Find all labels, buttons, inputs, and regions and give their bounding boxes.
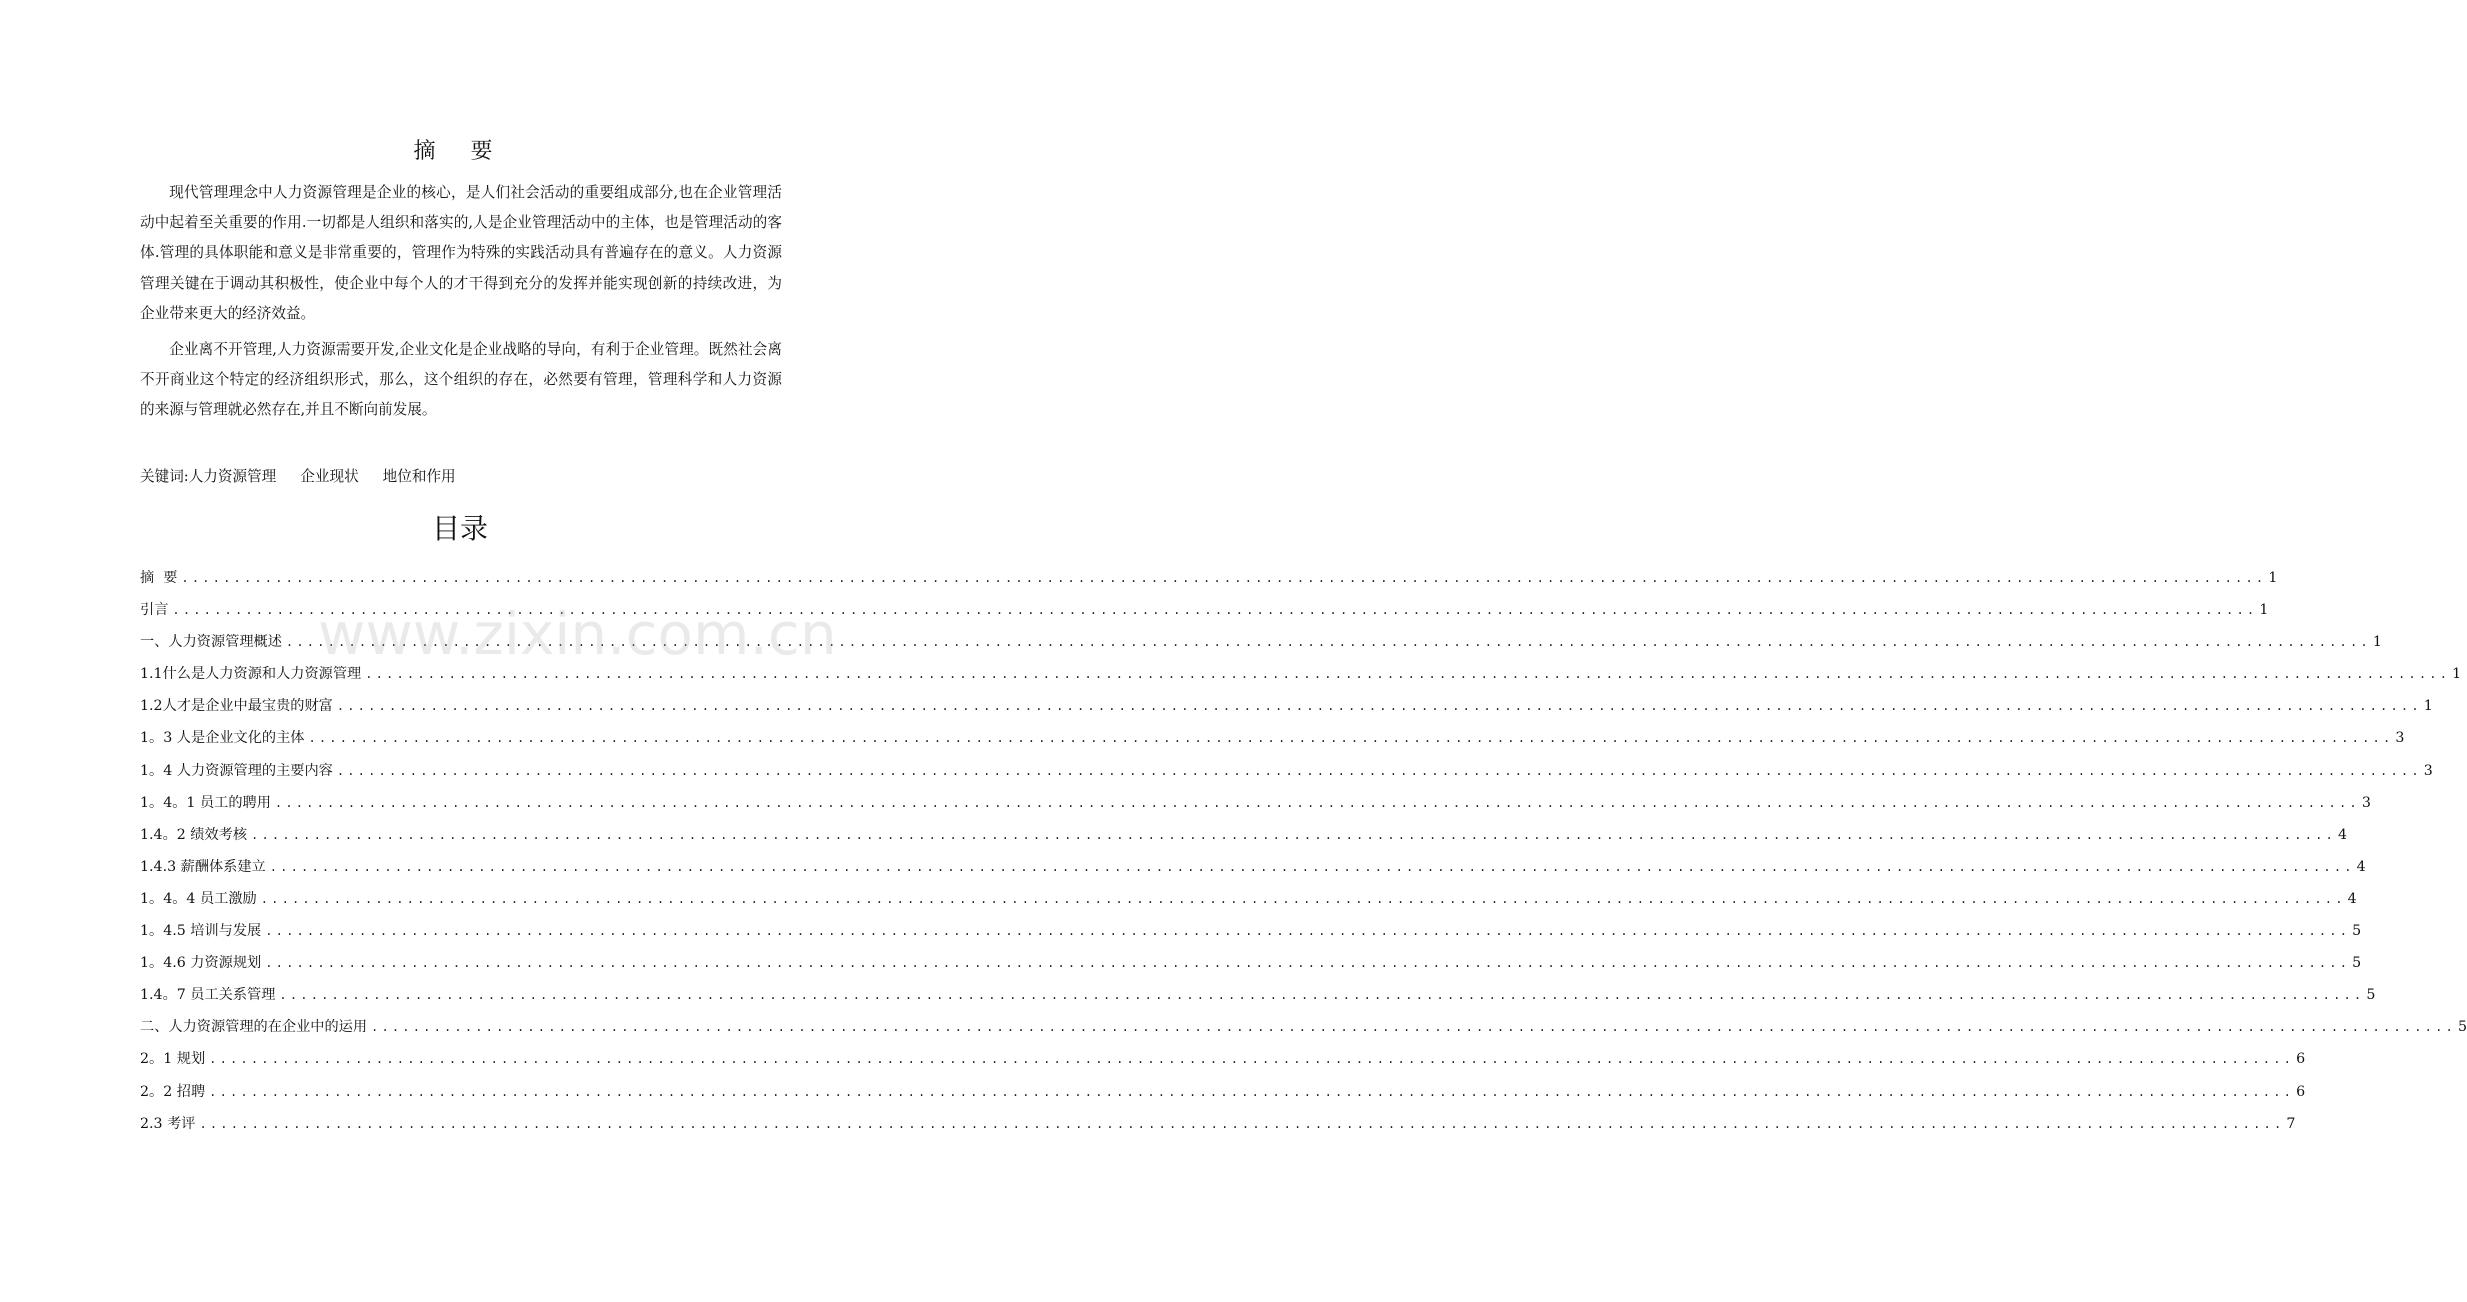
toc-entry-label: 1.2人才是企业中最宝贵的财富 bbox=[140, 698, 333, 715]
toc-entry-label: 2。1 规划 bbox=[140, 1051, 206, 1068]
toc-entry-page: 1 bbox=[2372, 634, 2382, 651]
toc-entry[interactable] bbox=[140, 690, 2433, 722]
toc-dot-leader: ........................................................................................................................................................................................................ bbox=[265, 956, 2351, 971]
toc-dot-leader: ........................................................................................................................................................................................................ bbox=[365, 667, 2451, 682]
toc-entry-page: 4 bbox=[2337, 826, 2347, 843]
toc-entry-label: 二、人力资源管理的在企业中的运用 bbox=[140, 1019, 368, 1036]
toc-dot-leader: ........................................................................................................................................................................................................ bbox=[308, 731, 2394, 746]
toc-dot-leader: ........................................................................................................................................................................................................ bbox=[199, 1116, 2285, 1131]
toc-entry-page: 5 bbox=[2457, 1019, 2467, 1036]
toc-entry-label: 1。4。1 员工的聘用 bbox=[140, 794, 271, 811]
toc-entry-page: 4 bbox=[2347, 890, 2357, 907]
toc-entry[interactable] bbox=[140, 1043, 2306, 1075]
toc-entry[interactable] bbox=[140, 658, 2462, 690]
toc-dot-leader: ........................................................................................................................................................................................................ bbox=[371, 1020, 2456, 1035]
toc-entry[interactable] bbox=[140, 722, 2405, 754]
toc-entry[interactable] bbox=[140, 1011, 2467, 1043]
toc-entry-page: 1 bbox=[2452, 666, 2462, 683]
toc-entry-label: 1.4.3 薪酬体系建立 bbox=[140, 858, 266, 875]
toc-dot-leader: ........................................................................................................................................................................................................ bbox=[269, 859, 2355, 874]
toc-dot-leader: ........................................................................................................................................................................................................ bbox=[181, 571, 2267, 585]
toc-dot-leader: ........................................................................................................................................................................................................ bbox=[209, 1052, 2295, 1067]
toc-entry-label: 1.1什么是人力资源和人力资源管理 bbox=[140, 666, 362, 683]
toc-entry[interactable] bbox=[140, 915, 2362, 947]
keyword: 地位和作用 bbox=[382, 468, 456, 485]
toc-dot-leader: ........................................................................................................................................................................................................ bbox=[285, 635, 2371, 650]
toc-dot-leader: ........................................................................................................................................................................................................ bbox=[336, 763, 2422, 778]
toc-entry[interactable] bbox=[140, 1076, 2306, 1108]
toc-entry-page: 1 bbox=[2259, 602, 2269, 619]
toc-entry[interactable] bbox=[140, 851, 2366, 883]
toc-dot-leader: ........................................................................................................................................................................................................ bbox=[279, 988, 2365, 1003]
toc-entry-label: 1。4。4 员工激励 bbox=[140, 890, 257, 907]
abstract-paragraph-1: 现代管理理念中人力资源管理是企业的核心，是人们社会活动的重要组成部分,也在企业管理活动中起着至关重要的作用.一切都是人组织和落实的,人是企业管理活动中的主体，也是管理活动的客体.管理的具体职能和意义是非常重要的，管理作为特殊的实践活动具有普遍存在的意义。人力资源管理关键在于调动其积极性，使企业中每个人的才干得到充分的发挥并能实现创新的持续改进，为企业带来更大的经济效益。 bbox=[140, 184, 782, 322]
toc-entry-page: 7 bbox=[2286, 1115, 2296, 1132]
toc-entry-page: 1 bbox=[2268, 570, 2278, 586]
toc-entry[interactable] bbox=[140, 787, 2371, 819]
abstract-body bbox=[140, 178, 782, 432]
abstract-title: 摘 要 bbox=[413, 139, 507, 164]
toc-dot-leader: ........................................................................................................................................................................................................ bbox=[172, 603, 2258, 618]
toc-entry[interactable] bbox=[140, 626, 2382, 658]
toc-entry-label: 1.4。7 员工关系管理 bbox=[140, 987, 276, 1004]
keyword: 人力资源管理 bbox=[188, 468, 277, 485]
toc-entry-page: 1 bbox=[2423, 698, 2433, 715]
abstract-paragraph-2: 企业离不开管理,人力资源需要开发,企业文化是企业战略的导向，有利于企业管理。既然社会离不开商业这个特定的经济组织形式，那么，这个组织的存在，必然要有管理，管理科学和人力资源的来源与管理就必然存在,并且不断向前发展。 bbox=[140, 341, 782, 419]
toc-entry-page: 5 bbox=[2352, 955, 2362, 972]
toc-entry-label: 摘 要 bbox=[140, 570, 178, 586]
watermark: www.zixin.com.cn bbox=[318, 600, 837, 668]
keywords-label: 关键词: bbox=[140, 468, 189, 485]
toc-entry[interactable] bbox=[140, 1108, 2296, 1140]
toc-entry-label: 引言 bbox=[140, 602, 169, 619]
toc-entry[interactable] bbox=[140, 594, 2269, 626]
toc-entry-label: 一、人力资源管理概述 bbox=[140, 634, 282, 651]
toc-entry[interactable] bbox=[140, 947, 2362, 979]
toc-entry-label: 1。4 人力资源管理的主要内容 bbox=[140, 762, 333, 779]
toc-dot-leader: ........................................................................................................................................................................................................ bbox=[274, 795, 2360, 810]
toc-entry-page: 3 bbox=[2361, 794, 2371, 811]
toc-entry-label: 1。4.6 力资源规划 bbox=[140, 955, 262, 972]
toc-entry-page: 3 bbox=[2395, 730, 2405, 747]
toc-entry-label: 1。3 人是企业文化的主体 bbox=[140, 730, 305, 747]
toc-entry-label: 2。2 招聘 bbox=[140, 1083, 206, 1100]
table-of-contents bbox=[140, 562, 2467, 1140]
keywords-line bbox=[140, 462, 480, 492]
toc-entry-label: 1.4。2 绩效考核 bbox=[140, 826, 248, 843]
toc-entry-page: 6 bbox=[2296, 1083, 2306, 1100]
toc-dot-leader: ........................................................................................................................................................................................................ bbox=[265, 924, 2351, 939]
toc-entry-page: 3 bbox=[2423, 762, 2433, 779]
toc-dot-leader: ........................................................................................................................................................................................................ bbox=[251, 827, 2336, 842]
toc-entry[interactable] bbox=[140, 979, 2376, 1011]
toc-entry[interactable] bbox=[140, 883, 2357, 915]
toc-title: 目录 bbox=[431, 512, 488, 545]
toc-entry-label: 1。4.5 培训与发展 bbox=[140, 923, 262, 940]
toc-dot-leader: ........................................................................................................................................................................................................ bbox=[209, 1084, 2295, 1099]
toc-entry-label: 2.3 考评 bbox=[140, 1115, 196, 1132]
keyword: 企业现状 bbox=[300, 468, 359, 485]
toc-entry[interactable] bbox=[140, 562, 2278, 594]
toc-entry-page: 6 bbox=[2296, 1051, 2306, 1068]
toc-entry[interactable] bbox=[140, 755, 2433, 787]
toc-dot-leader: ........................................................................................................................................................................................................ bbox=[336, 699, 2422, 714]
toc-entry-page: 4 bbox=[2356, 858, 2366, 875]
toc-dot-leader: ........................................................................................................................................................................................................ bbox=[260, 891, 2346, 906]
toc-entry-page: 5 bbox=[2352, 923, 2362, 940]
toc-entry-page: 5 bbox=[2366, 987, 2376, 1004]
toc-entry[interactable] bbox=[140, 819, 2347, 851]
